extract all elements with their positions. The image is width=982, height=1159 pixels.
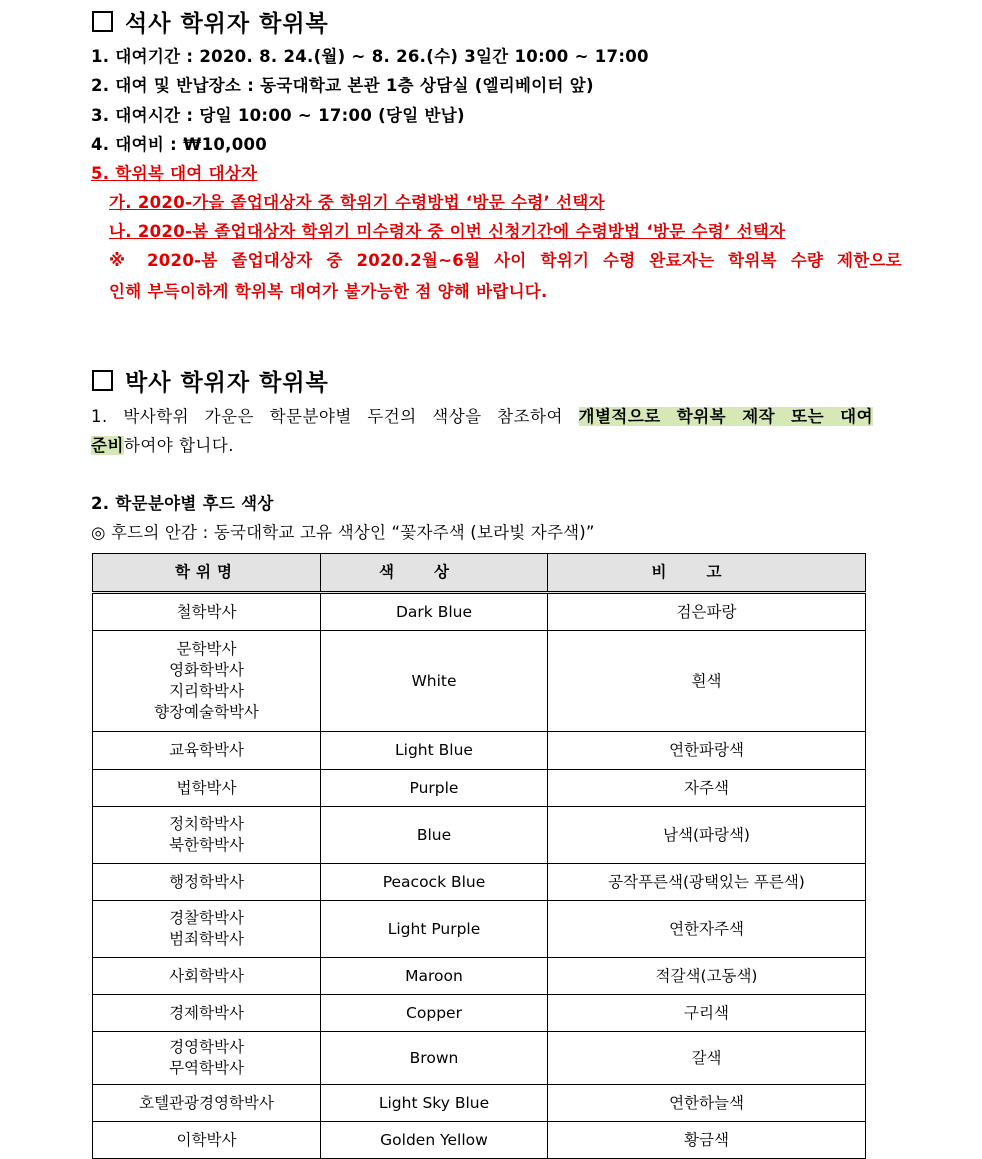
masters-heading: 석사 학위자 학위복 [92,5,329,38]
cell-color: White [321,631,548,732]
checkbox-square-icon [92,370,113,391]
cell-note: 구리색 [548,995,866,1032]
cell-note: 연한하늘색 [548,1085,866,1122]
cell-color: Copper [321,995,548,1032]
table-row [93,770,866,807]
cell-color: Peacock Blue [321,864,548,901]
cell-note: 갈색 [548,1032,866,1085]
cell-degree: 사회학박사 [93,958,321,995]
cell-degree: 경제학박사 [93,995,321,1032]
rental-hours: 3. 대여시간 : 당일 10:00 ~ 17:00 (당일 반납) [91,106,465,125]
cell-color: Light Purple [321,901,548,958]
doctors-paragraph-line2: 준비하여야 합니다. [91,436,235,455]
table-header-row [93,554,866,593]
highlight-text: 준비 [91,436,124,455]
doctors-heading: 박사 학위자 학위복 [92,364,329,397]
table-row [93,995,866,1032]
cell-note: 공작푸른색(광택있는 푸른색) [548,864,866,901]
highlight-text: 개별적으로 학위복 제작 또는 대여 [578,407,874,426]
table-row [93,864,866,901]
column-header-note: 비고 [548,554,866,593]
notice-line-2: 인해 부득이하게 학위복 대여가 불가능한 점 양해 바랍니다. [109,282,548,301]
table-row [93,1122,866,1159]
cell-note: 자주색 [548,770,866,807]
cell-color: Light Sky Blue [321,1085,548,1122]
cell-color: Light Blue [321,732,548,770]
table-row [93,1032,866,1085]
cell-color: Maroon [321,958,548,995]
cell-degree: 철학박사 [93,593,321,631]
cell-color: Brown [321,1032,548,1085]
cell-color: Golden Yellow [321,1122,548,1159]
cell-note: 검은파랑 [548,593,866,631]
rental-fee: 4. 대여비 : ₩10,000 [91,135,268,154]
cell-note: 적갈색(고동색) [548,958,866,995]
cell-degree: 정치학박사 북한학박사 [93,807,321,864]
hood-color-table [92,553,866,1159]
checkbox-square-icon [92,11,113,32]
cell-degree: 경영학박사 무역학박사 [93,1032,321,1085]
cell-degree: 경찰학박사 범죄학박사 [93,901,321,958]
column-header-color: 색상 [321,554,548,593]
cell-degree: 교육학박사 [93,732,321,770]
cell-note: 연한파랑색 [548,732,866,770]
hood-colors-title: 2. 학문분야별 후드 색상 [91,494,274,513]
cell-degree: 문학박사 영화학박사 지리학박사 향장예술학박사 [93,631,321,732]
doctors-paragraph-line1: 1. 박사학위 가운은 학문분야별 두건의 색상을 참조하여 개별적으로 학위복 제작 또는 대여 [91,407,874,426]
rental-target-b: 나. 2020-봄 졸업대상자 학위기 미수령자 중 이번 신청기간에 수령방법 ‘방문 수령’ 선택자 [109,222,786,241]
table-row [93,732,866,770]
cell-color: Dark Blue [321,593,548,631]
table-row [93,901,866,958]
cell-note: 황금색 [548,1122,866,1159]
table-row [93,1085,866,1122]
table-row [93,958,866,995]
hood-lining-note: ◎ 후드의 안감 : 동국대학교 고유 색상인 “꽃자주색 (보라빛 자주색)” [91,523,595,542]
cell-note: 남색(파랑색) [548,807,866,864]
cell-degree: 행정학박사 [93,864,321,901]
table-row [93,593,866,631]
column-header-degree: 학위명 [93,554,321,593]
notice-line-1: ※ 2020-봄 졸업대상자 중 2020.2월~6월 사이 학위기 수령 완료자는 학위복 수량 제한으로 [109,251,902,270]
cell-color: Blue [321,807,548,864]
cell-degree: 이학박사 [93,1122,321,1159]
cell-degree: 호텔관광경영학박사 [93,1085,321,1122]
rental-target-title: 5. 학위복 대여 대상자 [91,164,258,183]
cell-degree: 법학박사 [93,770,321,807]
table-row [93,631,866,732]
rental-target-a: 가. 2020-가을 졸업대상자 중 학위기 수령방법 ‘방문 수령’ 선택자 [109,193,605,212]
rental-place: 2. 대여 및 반납장소 : 동국대학교 본관 1층 상담실 (엘리베이터 앞) [91,76,594,95]
table-row [93,807,866,864]
rental-period: 1. 대여기간 : 2020. 8. 24.(월) ~ 8. 26.(수) 3일간 10:00 ~ 17:00 [91,47,649,66]
cell-note: 연한자주색 [548,901,866,958]
cell-color: Purple [321,770,548,807]
cell-note: 흰색 [548,631,866,732]
